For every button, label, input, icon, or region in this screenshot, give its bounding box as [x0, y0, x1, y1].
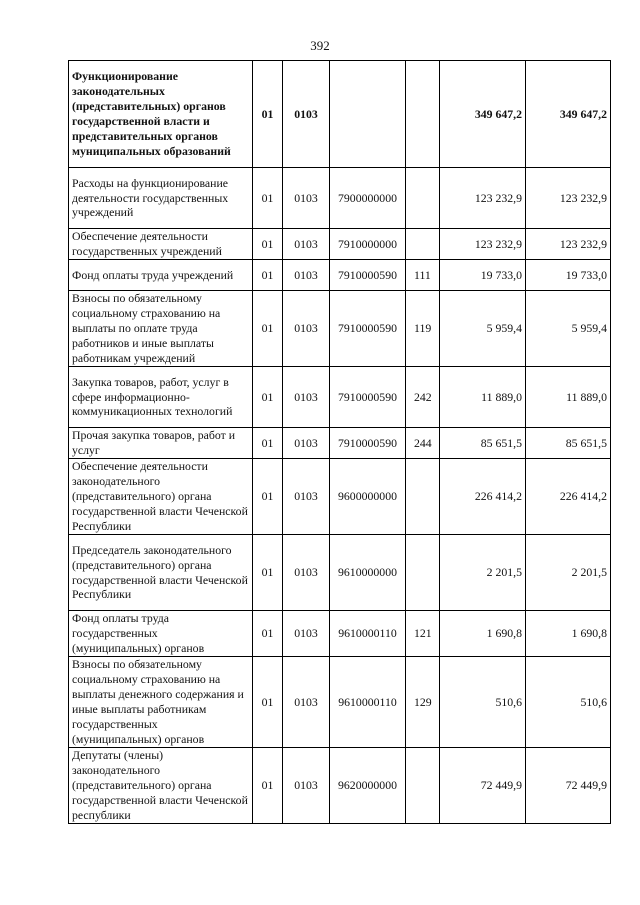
subsection-code-cell: 0103 — [283, 428, 330, 459]
section-code-cell: 01 — [253, 657, 283, 748]
expense-type-cell — [406, 61, 440, 168]
table-row — [69, 748, 611, 824]
expense-name-cell: Фонд оплаты труда учреждений — [69, 260, 253, 291]
expense-name-cell: Закупка товаров, работ, услуг в сфере информационно-коммуникационных технологий — [69, 367, 253, 428]
expense-name-cell: Расходы на функционирование деятельности государственных учреждений — [69, 168, 253, 229]
amount-year2-cell: 85 651,5 — [526, 428, 611, 459]
expense-name-cell: Председатель законодательного (представительного) органа государственной власти Чеченской Республики — [69, 535, 253, 611]
amount-year2-cell: 226 414,2 — [526, 459, 611, 535]
subsection-code-cell: 0103 — [283, 748, 330, 824]
amount-year2-cell: 1 690,8 — [526, 611, 611, 657]
subsection-code-cell: 0103 — [283, 229, 330, 260]
section-code-cell: 01 — [253, 61, 283, 168]
subsection-code-cell: 0103 — [283, 291, 330, 367]
target-article-cell: 7910000590 — [330, 428, 406, 459]
table-row — [69, 291, 611, 367]
expense-type-cell: 129 — [406, 657, 440, 748]
section-code-cell: 01 — [253, 291, 283, 367]
section-code-cell: 01 — [253, 428, 283, 459]
target-article-cell: 7900000000 — [330, 168, 406, 229]
target-article-cell: 9620000000 — [330, 748, 406, 824]
table-row — [69, 168, 611, 229]
amount-year1-cell: 11 889,0 — [440, 367, 526, 428]
table-row — [69, 367, 611, 428]
amount-year1-cell: 510,6 — [440, 657, 526, 748]
table-row — [69, 428, 611, 459]
table-row — [69, 229, 611, 260]
budget-table-body — [69, 61, 611, 824]
page-number: 392 — [310, 38, 330, 53]
expense-type-cell: 119 — [406, 291, 440, 367]
amount-year1-cell: 85 651,5 — [440, 428, 526, 459]
section-code-cell: 01 — [253, 168, 283, 229]
amount-year1-cell: 2 201,5 — [440, 535, 526, 611]
amount-year2-cell: 510,6 — [526, 657, 611, 748]
expense-type-cell: 244 — [406, 428, 440, 459]
expense-type-cell — [406, 459, 440, 535]
section-code-cell: 01 — [253, 367, 283, 428]
amount-year1-cell: 349 647,2 — [440, 61, 526, 168]
amount-year2-cell: 5 959,4 — [526, 291, 611, 367]
target-article-cell: 9610000110 — [330, 611, 406, 657]
expense-type-cell: 121 — [406, 611, 440, 657]
expense-type-cell — [406, 168, 440, 229]
table-row — [69, 611, 611, 657]
target-article-cell — [330, 61, 406, 168]
expense-name-cell: Прочая закупка товаров, работ и услуг — [69, 428, 253, 459]
section-code-cell: 01 — [253, 229, 283, 260]
target-article-cell: 7910000000 — [330, 229, 406, 260]
subsection-code-cell: 0103 — [283, 367, 330, 428]
table-row — [69, 61, 611, 168]
expense-type-cell — [406, 535, 440, 611]
expense-type-cell: 242 — [406, 367, 440, 428]
subsection-code-cell: 0103 — [283, 611, 330, 657]
amount-year1-cell: 123 232,9 — [440, 168, 526, 229]
expense-type-cell: 111 — [406, 260, 440, 291]
target-article-cell: 9610000110 — [330, 657, 406, 748]
amount-year1-cell: 72 449,9 — [440, 748, 526, 824]
amount-year2-cell: 72 449,9 — [526, 748, 611, 824]
amount-year2-cell: 123 232,9 — [526, 168, 611, 229]
section-code-cell: 01 — [253, 459, 283, 535]
target-article-cell: 9600000000 — [330, 459, 406, 535]
section-code-cell: 01 — [253, 748, 283, 824]
subsection-code-cell: 0103 — [283, 61, 330, 168]
subsection-code-cell: 0103 — [283, 459, 330, 535]
amount-year2-cell: 19 733,0 — [526, 260, 611, 291]
amount-year1-cell: 19 733,0 — [440, 260, 526, 291]
amount-year2-cell: 2 201,5 — [526, 535, 611, 611]
amount-year2-cell: 11 889,0 — [526, 367, 611, 428]
expense-name-cell: Обеспечение деятельности законодательного (представительного) органа государственной власти Чеченской Республики — [69, 459, 253, 535]
table-row — [69, 657, 611, 748]
amount-year1-cell: 1 690,8 — [440, 611, 526, 657]
table-row — [69, 260, 611, 291]
amount-year1-cell: 123 232,9 — [440, 229, 526, 260]
target-article-cell: 9610000000 — [330, 535, 406, 611]
subsection-code-cell: 0103 — [283, 657, 330, 748]
expense-name-cell: Фонд оплаты труда государственных (муниципальных) органов — [69, 611, 253, 657]
expense-name-cell: Взносы по обязательному социальному страхованию на выплаты по оплате труда работников и иные выплаты работникам учреждений — [69, 291, 253, 367]
table-row — [69, 535, 611, 611]
table-row — [69, 459, 611, 535]
amount-year2-cell: 123 232,9 — [526, 229, 611, 260]
amount-year1-cell: 226 414,2 — [440, 459, 526, 535]
target-article-cell: 7910000590 — [330, 291, 406, 367]
target-article-cell: 7910000590 — [330, 367, 406, 428]
amount-year1-cell: 5 959,4 — [440, 291, 526, 367]
subsection-code-cell: 0103 — [283, 168, 330, 229]
expense-name-cell: Функционирование законодательных (представительных) органов государственной власти и представительных органов муниципальных образований — [69, 61, 253, 168]
expense-name-cell: Взносы по обязательному социальному страхованию на выплаты денежного содержания и иные выплаты работникам государственных (муниципальных) органов — [69, 657, 253, 748]
section-code-cell: 01 — [253, 611, 283, 657]
subsection-code-cell: 0103 — [283, 260, 330, 291]
budget-table — [68, 60, 611, 824]
amount-year2-cell: 349 647,2 — [526, 61, 611, 168]
target-article-cell: 7910000590 — [330, 260, 406, 291]
expense-type-cell — [406, 748, 440, 824]
section-code-cell: 01 — [253, 535, 283, 611]
expense-name-cell: Обеспечение деятельности государственных учреждений — [69, 229, 253, 260]
expense-name-cell: Депутаты (члены) законодательного (представительного) органа государственной власти Чеченской республики — [69, 748, 253, 824]
subsection-code-cell: 0103 — [283, 535, 330, 611]
section-code-cell: 01 — [253, 260, 283, 291]
expense-type-cell — [406, 229, 440, 260]
